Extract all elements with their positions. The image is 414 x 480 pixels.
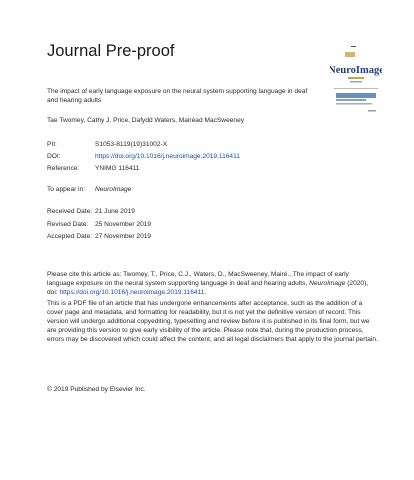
citation-suffix: . bbox=[204, 289, 207, 296]
appear-label: To appear in: bbox=[47, 186, 86, 193]
pre-proof-notice: This is a PDF file of an article that has undergone enhancements after acceptance, such as the addition of a cover page and metadata, and formatting for readability, but it is not yet the definitive version of record. This version will undergo additional copyediting, typesetting and review before it is published in its final form, but we are providing this version to give early visibility of the article. Please note that, during the production process, errors may be discovered which could affect the content, and all legal disclaimers that apply to the journal pertain. bbox=[47, 300, 378, 343]
copyright-line: © 2019 Published by Elsevier Inc. bbox=[47, 386, 146, 393]
pii-value: S1053-8119(19)31002-X bbox=[95, 141, 168, 148]
date-value: 25 November 2019 bbox=[95, 221, 152, 228]
article-authors: Tae Twomey, Cathy J. Price, Dafydd Waters, Mairéad MacSweeney bbox=[47, 117, 245, 124]
citation-middle: (2020), doi: bbox=[47, 280, 369, 296]
metadata-label: Reference: bbox=[47, 165, 80, 172]
journal-name: NeuroImage bbox=[95, 186, 132, 193]
date-label: Accepted Date: bbox=[47, 233, 93, 240]
citation-prefix: Please cite this article as: Twomey, T., Price, C.J., Waters, D., MacSweeney, Mairé., The impact of early language exposure on the neural system supporting language in deaf and hearing adults, bbox=[47, 271, 349, 287]
doi-link[interactable]: https://doi.org/10.1016/j.neuroimage.2019.116411 bbox=[95, 153, 240, 160]
metadata-label: DOI: bbox=[47, 153, 61, 160]
date-label: Received Date: bbox=[47, 208, 93, 215]
date-value: 27 November 2019 bbox=[95, 233, 152, 240]
citation-paragraph bbox=[47, 270, 377, 297]
reference-value: YNIMG 116411 bbox=[95, 165, 140, 172]
citation-journal: NeuroImage bbox=[309, 280, 346, 287]
metadata-label: PII: bbox=[47, 141, 57, 148]
neuroimage-logo-icon bbox=[330, 50, 382, 130]
logo-text: NeuroImage bbox=[330, 65, 382, 76]
date-label: Revised Date: bbox=[47, 221, 89, 228]
journal-cover-logo bbox=[330, 50, 382, 130]
article-title: The impact of early language exposure on the neural system supporting language in deaf and hearing adults bbox=[47, 88, 308, 104]
page-title: Journal Pre-proof bbox=[47, 42, 175, 60]
date-value: 21 June 2019 bbox=[95, 208, 135, 215]
divider bbox=[351, 46, 356, 47]
citation-doi-link[interactable]: https://doi.org/10.1016/j.neuroimage.2019.116411 bbox=[59, 289, 205, 296]
